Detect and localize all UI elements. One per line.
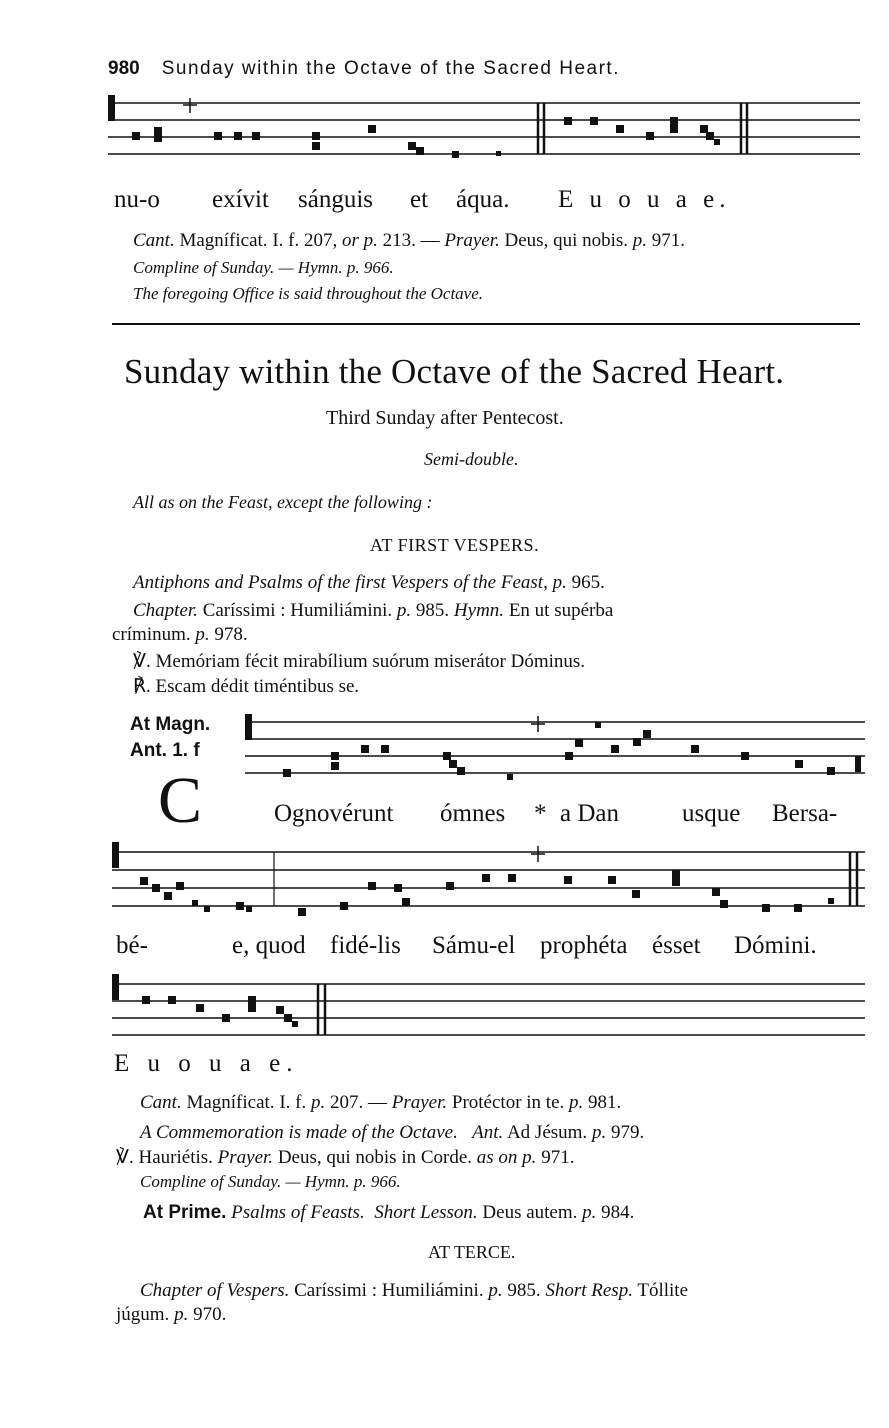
section-subtitle: Third Sunday after Pentecost. <box>326 407 564 429</box>
antiphon-label-1: At Magn. <box>130 714 211 735</box>
prime-line: At Prime. Psalms of Feasts. Short Lesson. Deus autem. p. 984. <box>143 1202 635 1223</box>
chapter-continuation: críminum. p. 978. <box>112 624 248 645</box>
lyric-syllable: Bersa- <box>772 800 838 827</box>
antiphon-label-2: Ant. 1. f <box>130 740 200 761</box>
lyric-syllable: bé- <box>116 932 148 959</box>
lyric-syllable: Ognovérunt <box>274 800 394 827</box>
lyric-asterisk: * <box>534 800 547 827</box>
lyric-syllable: nu-o <box>114 186 160 213</box>
terce-chapter-continuation: júgum. p. 970. <box>116 1304 227 1325</box>
antiphons-line: Antiphons and Psalms of the first Vespers of the Feast, p. 965. <box>133 572 605 593</box>
lyric-syllable: a Dan <box>560 800 619 827</box>
cant-line: Cant. Magníficat. I. f. 207, or p. 213. — Prayer. Deus, qui nobis. p. 971. <box>133 230 686 251</box>
hauriet-line: ℣. Hauriétis. Prayer. Deus, qui nobis in Corde. as on p. 971. <box>116 1147 575 1168</box>
terce-chapter-line: Chapter of Vespers. Caríssimi : Humiliámini. p. 985. Short Resp. Tóllite <box>140 1280 689 1301</box>
section-divider <box>112 323 860 325</box>
section-intro: All as on the Feast, except the following : <box>133 492 433 512</box>
lyric-syllable: Sámu-el <box>432 932 516 959</box>
commemoration-line: A Commemoration is made of the Octave. Ant. Ad Jésum. p. 979. <box>140 1122 645 1143</box>
running-title: Sunday within the Octave of the Sacred Heart. <box>161 58 620 79</box>
lyric-euouae: E u o u a e. <box>114 1050 299 1077</box>
response: ℟. Escam dédit timéntibus se. <box>133 676 360 697</box>
lyric-syllable: prophéta <box>540 932 628 959</box>
page-number: 980 <box>108 58 140 79</box>
lyric-syllable: usque <box>682 800 741 827</box>
chant-staff-2 <box>245 712 865 782</box>
chant-staff-1 <box>108 95 860 165</box>
section-title: Sunday within the Octave of the Sacred Heart. <box>124 352 785 391</box>
first-vespers-heading: AT FIRST VESPERS. <box>370 535 540 555</box>
compline-note: Compline of Sunday. — Hymn. p. 966. <box>133 258 394 277</box>
chant-staff-3 <box>112 842 865 922</box>
lyric-syllable: Dómini. <box>734 932 817 959</box>
versicle: ℣. Memóriam fécit mirabílium suórum miserátor Dóminus. <box>133 651 586 672</box>
lyric-syllable: ómnes <box>440 800 506 827</box>
lyric-syllable: exívit <box>212 186 269 213</box>
chapter-line: Chapter. Caríssimi : Humiliámini. p. 985. Hymn. En ut supérba <box>133 600 614 621</box>
lyric-syllable: ésset <box>652 932 701 959</box>
cant-line: Cant. Magníficat. I. f. p. 207. — Prayer. Protéctor in te. p. 981. <box>140 1092 622 1113</box>
lyric-syllable: fidé-lis <box>330 932 401 959</box>
compline-note: Compline of Sunday. — Hymn. p. 966. <box>140 1172 401 1191</box>
lyric-syllable: e, quod <box>232 932 306 959</box>
chant-staff-4 <box>112 974 865 1042</box>
lyric-syllable: áqua. <box>456 186 510 213</box>
lyric-syllable: sánguis <box>298 186 373 213</box>
terce-heading: AT TERCE. <box>428 1242 516 1262</box>
lyric-euouae: E u o u a e. <box>558 186 731 213</box>
section-rank: Semi-double. <box>424 449 519 469</box>
lyric-syllable: et <box>410 186 429 213</box>
decorated-initial: C <box>158 764 203 837</box>
foregoing-note: The foregoing Office is said throughout the Octave. <box>133 284 484 303</box>
running-header <box>108 58 620 80</box>
